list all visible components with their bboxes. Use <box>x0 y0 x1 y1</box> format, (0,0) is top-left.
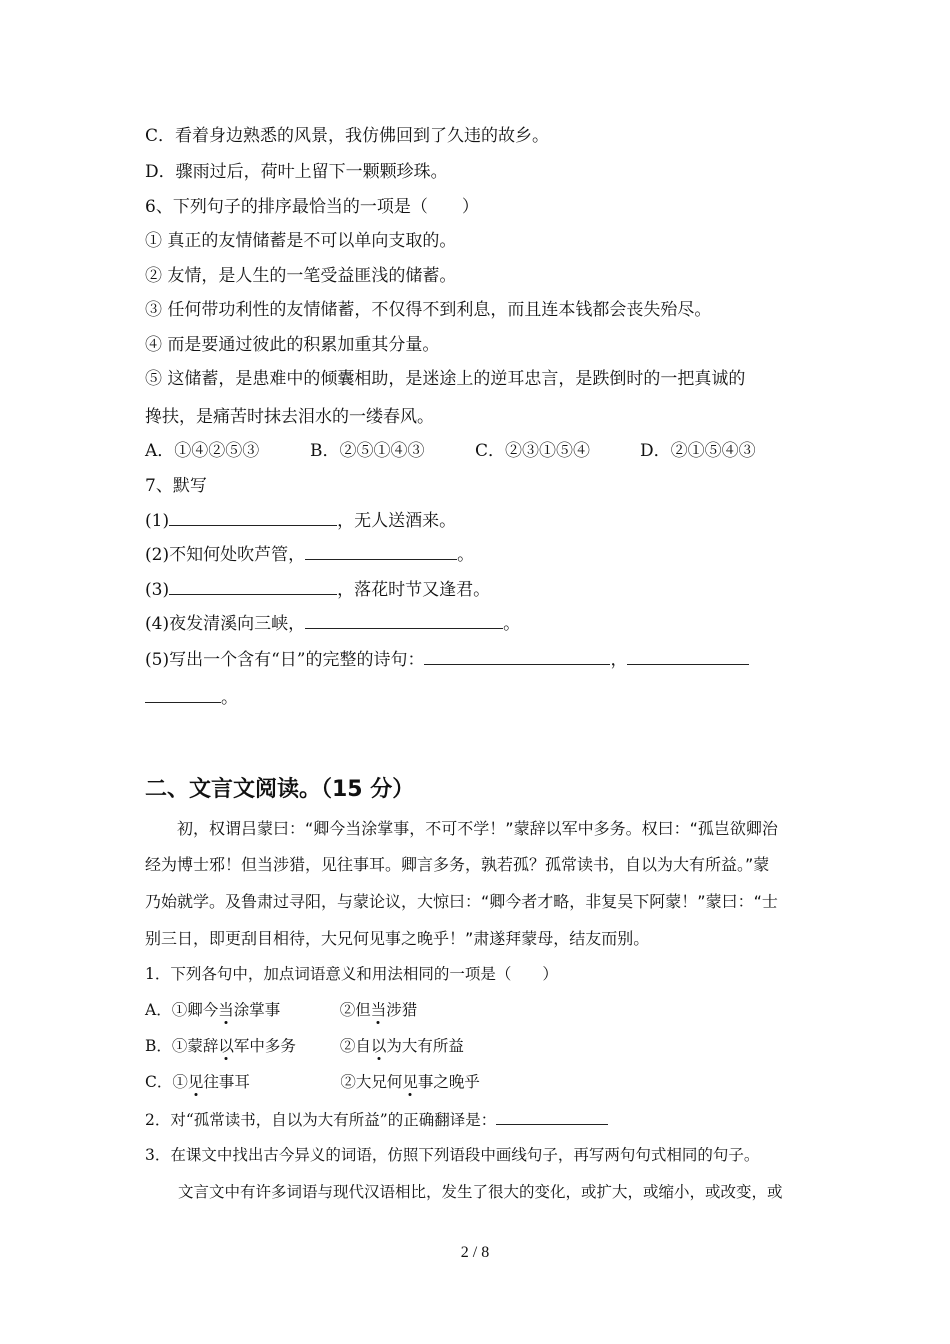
q6-option-a[interactable]: A．①④②⑤③ <box>145 441 260 461</box>
answer-blank[interactable] <box>145 685 221 703</box>
text: ①卿今 <box>171 1001 219 1019</box>
s2-q3-stem: 3．在课文中找出古今异义的词语，仿照下列语段中画线句子，再写两句句式相同的句子。 <box>145 1146 760 1164</box>
q7-item-4 <box>145 609 520 634</box>
q7-item-1-prefix: (1) <box>145 511 170 531</box>
s2-q1-stem: 1．下列各句中，加点词语意义和用法相同的一项是（ ） <box>145 965 558 983</box>
answer-blank[interactable] <box>305 611 503 629</box>
q7-stem: 7、默写 <box>145 476 207 496</box>
q7-item-5-suffix: 。 <box>221 688 238 708</box>
passage-line-1: 初，权谓吕蒙曰：“卿今当涂掌事，不可不学！”蒙辞以军中多务。权曰：“孤岂欲卿治 <box>177 819 778 838</box>
dotted-word: 以 <box>370 1037 387 1055</box>
q7-item-5-cont <box>145 683 238 708</box>
q6-option-c[interactable]: C．②③①⑤④ <box>475 441 591 461</box>
passage-line-4: 别三日，即更刮目相待，大兄何见事之晚乎！”肃遂拜蒙母，结友而别。 <box>145 929 650 948</box>
q7-item-2-suffix: 。 <box>457 545 475 565</box>
q7-item-5 <box>145 645 749 670</box>
s2-q1-option-a[interactable] <box>145 998 417 1020</box>
dotted-word: 当 <box>370 1001 387 1019</box>
dotted-word: 以 <box>218 1037 234 1055</box>
option-b-part-1 <box>172 1034 340 1056</box>
q6-sentence-5a: ⑤ 这储蓄，是患难中的倾囊相助，是迷途上的逆耳忠言，是跌倒时的一把真诚的 <box>145 369 746 389</box>
option-a-part-2 <box>340 998 418 1020</box>
option-b-part-2 <box>340 1034 464 1056</box>
answer-blank[interactable] <box>627 647 749 665</box>
s2-q2-stem: 2．对“孤常读书，自以为大有所益”的正确翻译是： <box>145 1111 497 1129</box>
q6-stem: 6、下列句子的排序最恰当的一项是（ ） <box>145 197 479 217</box>
q6-sentence-4: ④ 而是要通过彼此的积累加重其分量。 <box>145 335 440 355</box>
q7-item-3-prefix: (3) <box>145 580 170 600</box>
q6-options <box>145 436 756 461</box>
q7-item-3-suffix: ，落花时节又逢君。 <box>337 580 491 600</box>
s2-q1-option-c[interactable] <box>145 1070 480 1092</box>
passage-line-2: 经为博士邪！但当涉猎，见往事耳。卿言多务，孰若孤？孤常读书，自以为大有所益。”蒙 <box>145 855 770 874</box>
page-number: 2 / 8 <box>460 1244 490 1261</box>
option-c-part-2 <box>340 1070 480 1092</box>
q7-item-4-suffix: 。 <box>503 614 521 634</box>
text: 为大有所益 <box>386 1037 464 1055</box>
option-c-part-1 <box>172 1070 340 1092</box>
dotted-word: 当 <box>218 1001 234 1019</box>
option-a-part-1 <box>172 998 340 1020</box>
text: 事之晚乎 <box>417 1073 480 1091</box>
option-label: B． <box>145 1037 172 1055</box>
option-label: C． <box>145 1073 173 1091</box>
q6-option-d[interactable]: D．②①⑤④③ <box>640 441 756 461</box>
q7-item-2 <box>145 540 474 565</box>
q7-item-5-mid: ， <box>610 650 628 670</box>
answer-blank[interactable] <box>169 508 337 526</box>
dotted-word: 见 <box>187 1073 204 1091</box>
text: 涂掌事 <box>233 1001 281 1019</box>
section-2-heading: 二、文言文阅读。（15 分） <box>145 777 415 802</box>
q6-sentence-3: ③ 任何带功利性的友情储蓄，不仅得不到利息，而且连本钱都会丧失殆尽。 <box>145 300 712 320</box>
text: 涉猎 <box>386 1001 418 1019</box>
q5-option-d: D．骤雨过后，荷叶上留下一颗颗珍珠。 <box>145 162 448 182</box>
text: ②大兄何 <box>340 1073 403 1091</box>
q7-item-1 <box>145 506 456 531</box>
answer-blank[interactable] <box>305 542 457 560</box>
s2-q1-option-b[interactable] <box>145 1034 464 1056</box>
q7-item-2-prefix: (2)不知何处吹芦管， <box>145 545 306 565</box>
answer-blank[interactable] <box>496 1107 608 1125</box>
q7-item-1-suffix: ，无人送酒来。 <box>337 511 457 531</box>
dotted-word: 见 <box>402 1073 418 1091</box>
text: 军中多务 <box>233 1037 296 1055</box>
q7-item-4-prefix: (4)夜发清溪向三峡， <box>145 614 306 634</box>
text: 往事耳 <box>203 1073 250 1091</box>
q7-item-3 <box>145 575 490 600</box>
s2-q3-text: 文言文中有许多词语与现代汉语相比，发生了很大的变化，或扩大，或缩小，或改变，或 <box>178 1183 783 1201</box>
text: ②自 <box>339 1037 371 1055</box>
q5-option-c: C．看着身边熟悉的风景，我仿佛回到了久违的故乡。 <box>145 126 550 146</box>
q6-sentence-1: ① 真正的友情储蓄是不可以单向支取的。 <box>145 231 457 251</box>
q6-sentence-5b: 搀扶，是痛苦时抹去泪水的一缕春风。 <box>145 407 434 427</box>
q6-sentence-2: ② 友情，是人生的一笔受益匪浅的储蓄。 <box>145 266 457 286</box>
text: ①蒙辞 <box>171 1037 219 1055</box>
text: ① <box>172 1073 188 1091</box>
s2-q2 <box>145 1107 608 1130</box>
option-label: A． <box>145 1001 172 1019</box>
answer-blank[interactable] <box>169 577 337 595</box>
passage-line-3: 乃始就学。及鲁肃过寻阳，与蒙论议，大惊曰：“卿今者才略，非复吴下阿蒙！”蒙曰：“士 <box>145 892 778 911</box>
answer-blank[interactable] <box>424 647 610 665</box>
q7-item-5-prefix: (5)写出一个含有“日”的完整的诗句： <box>145 650 425 670</box>
text: ②但 <box>339 1001 371 1019</box>
q6-option-b[interactable]: B．②⑤①④③ <box>310 441 425 461</box>
